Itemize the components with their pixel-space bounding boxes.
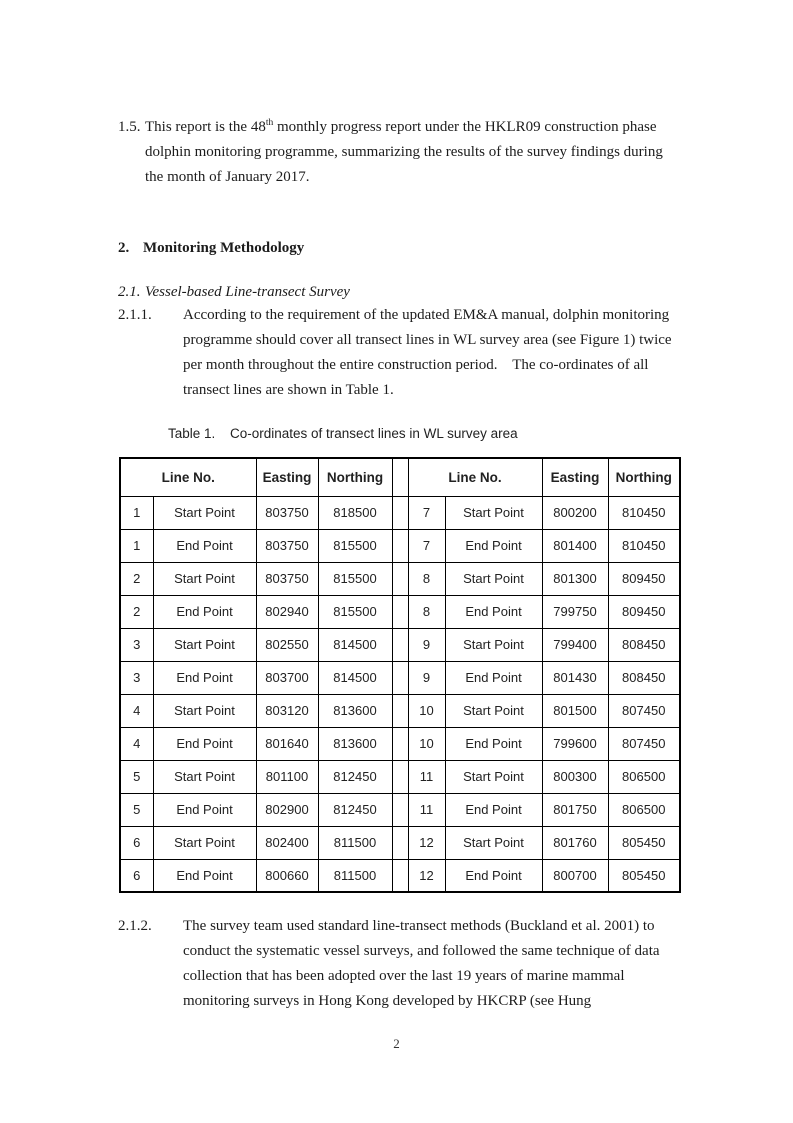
paragraph-text-pre: This report is the 48 <box>145 119 266 135</box>
easting-cell: 801760 <box>542 826 608 859</box>
easting-cell: 799750 <box>542 595 608 628</box>
point-type-cell: End Point <box>153 529 256 562</box>
line-no-cell: 4 <box>120 694 153 727</box>
table-row <box>120 760 680 793</box>
point-type-cell: Start Point <box>445 562 542 595</box>
easting-cell: 800300 <box>542 760 608 793</box>
transect-coordinates-table <box>119 457 681 893</box>
northing-cell: 815500 <box>318 595 392 628</box>
table-row <box>120 859 680 892</box>
spacer-cell <box>392 595 408 628</box>
northing-cell: 806500 <box>608 793 680 826</box>
table-row <box>120 628 680 661</box>
spacer-cell <box>392 562 408 595</box>
table-row <box>120 562 680 595</box>
line-no-cell: 9 <box>408 628 445 661</box>
easting-cell: 803750 <box>256 562 318 595</box>
point-type-cell: Start Point <box>153 694 256 727</box>
northing-cell: 807450 <box>608 694 680 727</box>
point-type-cell: Start Point <box>445 496 542 529</box>
subsection-number: 2.1. <box>118 284 141 300</box>
header-line-no-left: Line No. <box>120 458 256 496</box>
spacer-cell <box>392 694 408 727</box>
point-type-cell: End Point <box>153 793 256 826</box>
point-type-cell: Start Point <box>445 694 542 727</box>
point-type-cell: End Point <box>153 727 256 760</box>
table-row <box>120 694 680 727</box>
table-caption <box>168 424 518 444</box>
easting-cell: 801750 <box>542 793 608 826</box>
spacer-cell <box>392 496 408 529</box>
northing-cell: 815500 <box>318 562 392 595</box>
spacer-cell <box>392 859 408 892</box>
line-no-cell: 11 <box>408 793 445 826</box>
point-type-cell: Start Point <box>445 628 542 661</box>
northing-cell: 811500 <box>318 826 392 859</box>
northing-cell: 812450 <box>318 760 392 793</box>
table-row <box>120 727 680 760</box>
point-type-cell: End Point <box>445 727 542 760</box>
point-type-cell: Start Point <box>153 628 256 661</box>
table-caption-text: Co-ordinates of transect lines in WL survey area <box>230 426 518 441</box>
header-spacer <box>392 458 408 496</box>
point-type-cell: Start Point <box>153 826 256 859</box>
point-type-cell: Start Point <box>153 562 256 595</box>
easting-cell: 802940 <box>256 595 318 628</box>
point-type-cell: End Point <box>445 529 542 562</box>
line-no-cell: 3 <box>120 661 153 694</box>
ordinal-superscript: th <box>265 118 274 128</box>
line-no-cell: 12 <box>408 859 445 892</box>
easting-cell: 802550 <box>256 628 318 661</box>
spacer-cell <box>392 826 408 859</box>
northing-cell: 818500 <box>318 496 392 529</box>
paragraph-text <box>145 115 666 190</box>
spacer-cell <box>392 529 408 562</box>
northing-cell: 810450 <box>608 496 680 529</box>
section-number: 2. <box>118 240 130 256</box>
line-no-cell: 12 <box>408 826 445 859</box>
point-type-cell: End Point <box>445 793 542 826</box>
northing-cell: 809450 <box>608 562 680 595</box>
easting-cell: 801430 <box>542 661 608 694</box>
paragraph-number: 2.1.2. <box>118 918 152 934</box>
line-no-cell: 1 <box>120 496 153 529</box>
paragraph-number: 1.5. <box>118 119 141 135</box>
northing-cell: 811500 <box>318 859 392 892</box>
easting-cell: 803700 <box>256 661 318 694</box>
northing-cell: 812450 <box>318 793 392 826</box>
point-type-cell: Start Point <box>153 496 256 529</box>
line-no-cell: 7 <box>408 496 445 529</box>
easting-cell: 802400 <box>256 826 318 859</box>
line-no-cell: 6 <box>120 826 153 859</box>
northing-cell: 807450 <box>608 727 680 760</box>
spacer-cell <box>392 760 408 793</box>
subsection-heading-2-1 <box>118 280 350 305</box>
paragraph-1-5 <box>118 115 666 190</box>
spacer-cell <box>392 793 408 826</box>
northing-cell: 808450 <box>608 628 680 661</box>
point-type-cell: End Point <box>153 859 256 892</box>
header-northing-right: Northing <box>608 458 680 496</box>
header-northing-left: Northing <box>318 458 392 496</box>
paragraph-text: The survey team used standard line-transect methods (Buckland et al. 2001) to conduct the systematic vessel surveys, and followed the same technique of data collection that has been adopted over the last 19 years of marine mammal monitoring surveys in Hong Kong developed by HKCRP (see Hung <box>183 918 664 1009</box>
easting-cell: 802900 <box>256 793 318 826</box>
northing-cell: 809450 <box>608 595 680 628</box>
line-no-cell: 8 <box>408 595 445 628</box>
easting-cell: 801100 <box>256 760 318 793</box>
point-type-cell: Start Point <box>445 760 542 793</box>
easting-cell: 800700 <box>542 859 608 892</box>
line-no-cell: 9 <box>408 661 445 694</box>
header-easting-left: Easting <box>256 458 318 496</box>
table-row <box>120 496 680 529</box>
line-no-cell: 5 <box>120 793 153 826</box>
easting-cell: 801300 <box>542 562 608 595</box>
easting-cell: 801400 <box>542 529 608 562</box>
point-type-cell: End Point <box>445 661 542 694</box>
transect-table-body <box>120 496 680 892</box>
easting-cell: 803120 <box>256 694 318 727</box>
line-no-cell: 1 <box>120 529 153 562</box>
table-header-row <box>120 458 680 496</box>
point-type-cell: End Point <box>153 661 256 694</box>
northing-cell: 815500 <box>318 529 392 562</box>
header-easting-right: Easting <box>542 458 608 496</box>
table-caption-label: Table 1. <box>168 426 216 441</box>
line-no-cell: 6 <box>120 859 153 892</box>
section-title: Monitoring Methodology <box>143 240 305 256</box>
easting-cell: 801500 <box>542 694 608 727</box>
northing-cell: 805450 <box>608 859 680 892</box>
northing-cell: 814500 <box>318 661 392 694</box>
line-no-cell: 5 <box>120 760 153 793</box>
subsection-title: Vessel-based Line-transect Survey <box>145 284 350 300</box>
line-no-cell: 11 <box>408 760 445 793</box>
easting-cell: 799400 <box>542 628 608 661</box>
line-no-cell: 10 <box>408 727 445 760</box>
line-no-cell: 2 <box>120 562 153 595</box>
paragraph-text: According to the requirement of the updated EM&A manual, dolphin monitoring programme should cover all transect lines in WL survey area (see Figure 1) twice per month throughout the entire construction period. The co-ordinates of all transect lines are shown in Table 1. <box>183 307 676 398</box>
northing-cell: 805450 <box>608 826 680 859</box>
easting-cell: 800200 <box>542 496 608 529</box>
northing-cell: 808450 <box>608 661 680 694</box>
easting-cell: 800660 <box>256 859 318 892</box>
easting-cell: 803750 <box>256 496 318 529</box>
point-type-cell: End Point <box>153 595 256 628</box>
spacer-cell <box>392 628 408 661</box>
section-heading-2 <box>118 236 304 261</box>
point-type-cell: End Point <box>445 859 542 892</box>
page-number: 2 <box>393 1036 400 1051</box>
table-header <box>120 458 680 496</box>
line-no-cell: 2 <box>120 595 153 628</box>
easting-cell: 803750 <box>256 529 318 562</box>
northing-cell: 813600 <box>318 727 392 760</box>
table-row <box>120 529 680 562</box>
line-no-cell: 7 <box>408 529 445 562</box>
northing-cell: 806500 <box>608 760 680 793</box>
line-no-cell: 4 <box>120 727 153 760</box>
northing-cell: 814500 <box>318 628 392 661</box>
paragraph-2-1-2 <box>118 914 686 1014</box>
header-line-no-right: Line No. <box>408 458 542 496</box>
table-row <box>120 826 680 859</box>
point-type-cell: End Point <box>445 595 542 628</box>
point-type-cell: Start Point <box>445 826 542 859</box>
line-no-cell: 10 <box>408 694 445 727</box>
spacer-cell <box>392 727 408 760</box>
northing-cell: 810450 <box>608 529 680 562</box>
easting-cell: 799600 <box>542 727 608 760</box>
northing-cell: 813600 <box>318 694 392 727</box>
spacer-cell <box>392 661 408 694</box>
paragraph-text-post: monthly progress report under the HKLR09 construction phase dolphin monitoring programme, summarizing the results of the survey findings during the month of January 2017. <box>145 119 667 185</box>
paragraph-2-1-1 <box>118 303 684 403</box>
line-no-cell: 3 <box>120 628 153 661</box>
table-row <box>120 595 680 628</box>
line-no-cell: 8 <box>408 562 445 595</box>
point-type-cell: Start Point <box>153 760 256 793</box>
table-row <box>120 793 680 826</box>
easting-cell: 801640 <box>256 727 318 760</box>
paragraph-number: 2.1.1. <box>118 307 152 323</box>
table-row <box>120 661 680 694</box>
